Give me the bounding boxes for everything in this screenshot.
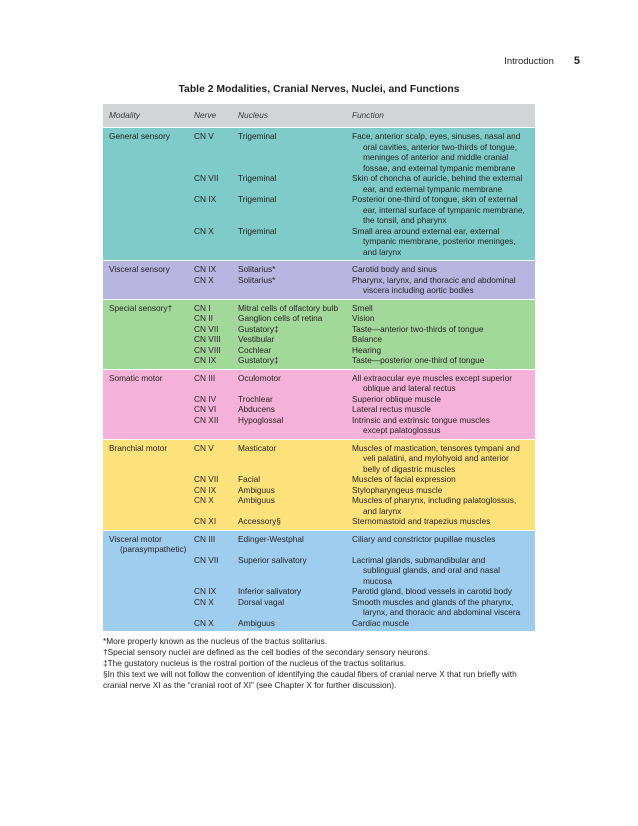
- table-caption: Table 2 Modalities, Cranial Nerves, Nuclei, and Functions: [178, 84, 460, 95]
- table-section: [103, 439, 535, 530]
- nerve-cell: CN VII: [194, 474, 219, 484]
- modality-label: Visceral motor: [109, 533, 162, 544]
- header-nerve: Nerve: [194, 110, 217, 121]
- nucleus-cell: Edinger-Westphal: [238, 533, 304, 544]
- function-continuation-line: mucosa: [363, 575, 393, 586]
- function-cell: [352, 373, 535, 394]
- modality-sublabel: (parasympathetic): [120, 544, 187, 554]
- function-cell: [352, 394, 535, 405]
- table-row: [103, 173, 535, 194]
- modality-cell: [103, 415, 194, 436]
- function-continuation-line: oblique and lateral rectus: [363, 383, 456, 393]
- nerve-cell: CN VIII: [194, 344, 221, 355]
- modality-label: General sensory: [109, 131, 170, 141]
- function-cell: [352, 303, 535, 314]
- function-cell: [352, 345, 535, 356]
- function-continuation-line: and larynx: [363, 505, 402, 516]
- nucleus-cell: Ambiguus: [238, 495, 275, 505]
- modality-cell: [103, 313, 194, 324]
- modality-cell: [103, 345, 194, 356]
- running-head: [504, 55, 580, 67]
- nucleus-cell: Trigeminal: [238, 173, 277, 183]
- table-body: [103, 127, 535, 631]
- modality-cell: [103, 586, 194, 597]
- table-section: [103, 530, 535, 632]
- function-cell: [352, 404, 535, 415]
- function-cell: [352, 226, 535, 258]
- table-row: [103, 355, 535, 366]
- modality-cell: [103, 355, 194, 366]
- function-line: Intrinsic and extrinsic tongue muscles: [352, 414, 490, 425]
- function-line: Muscles of pharynx, including palatoglossus,: [352, 495, 517, 505]
- function-cell: [352, 443, 535, 475]
- table-row: [103, 597, 535, 618]
- nerve-cell: CN II: [194, 313, 213, 323]
- table-row: [103, 394, 535, 405]
- function-cell: [352, 173, 535, 194]
- table-row: [103, 373, 535, 394]
- nucleus-cell: Ambiguus: [238, 484, 275, 495]
- nucleus-cell: Ambiguus: [238, 617, 275, 628]
- header-modality: Modality: [109, 110, 140, 121]
- function-continuation-line: sublingual glands, and oral and nasal: [363, 565, 500, 575]
- modality-cell: [103, 555, 194, 587]
- modality-cell: [103, 226, 194, 258]
- function-continuation-line: veli palatini, and mylohyoid and anterior: [363, 453, 509, 463]
- function-line: Smooth muscles and glands of the pharynx,: [352, 596, 514, 607]
- function-cell: [352, 485, 535, 496]
- function-cell: [352, 355, 535, 366]
- nucleus-cell: Trigeminal: [238, 225, 277, 236]
- nerve-cell: CN IX: [194, 194, 217, 204]
- modality-cell: [103, 275, 194, 296]
- table-row: [103, 131, 535, 173]
- table-row: [103, 516, 535, 527]
- function-continuation-line: the tonsil, and pharynx: [363, 215, 447, 225]
- table-row: [103, 415, 535, 436]
- table-row: [103, 555, 535, 587]
- function-continuation-line: larynx, and thoracic and abdominal viscera: [363, 607, 521, 617]
- function-line: Balance: [352, 334, 382, 344]
- table-row: [103, 313, 535, 324]
- function-line: Ciliary and constrictor pupillae muscles: [352, 533, 496, 544]
- function-cell: [352, 194, 535, 226]
- table-row: [103, 303, 535, 314]
- nucleus-cell: Trochlear: [238, 393, 273, 404]
- function-continuation-line: oral cavities, anterior two-thirds of tongue,: [363, 141, 518, 152]
- function-cell: [352, 516, 535, 527]
- nucleus-cell: Inferior salivatory: [238, 586, 302, 596]
- nucleus-cell: Ganglion cells of retina: [238, 313, 323, 323]
- nerve-cell: CN V: [194, 442, 214, 453]
- function-line: Carotid body and sinus: [352, 264, 437, 274]
- nerve-cell: CN XI: [194, 516, 217, 526]
- footnote: *More properly known as the nucleus of the tractus solitarius.: [103, 636, 328, 646]
- function-cell: [352, 334, 535, 345]
- table-row: [103, 334, 535, 345]
- table-row: [103, 474, 535, 485]
- table-row: [103, 226, 535, 258]
- modality-cell: [103, 173, 194, 194]
- modality-cell: [103, 474, 194, 485]
- function-line: Cardiac muscle: [352, 617, 410, 628]
- function-cell: [352, 415, 535, 436]
- modality-cell: [103, 404, 194, 415]
- table-row: [103, 264, 535, 275]
- table-row: [103, 586, 535, 597]
- nucleus-cell: Gustatory‡: [238, 323, 279, 334]
- nucleus-cell: Solitarius*: [238, 274, 276, 285]
- nerve-cell: CN VIII: [194, 334, 221, 344]
- nucleus-cell: Trigeminal: [238, 194, 277, 204]
- table-row: [103, 194, 535, 226]
- function-cell: [352, 534, 535, 555]
- function-cell: [352, 474, 535, 485]
- modality-cell: [103, 485, 194, 496]
- function-line: Skin of choncha of auricle, behind the external: [352, 173, 523, 183]
- modality-cell: [103, 303, 194, 314]
- footnote: ‡The gustatory nucleus is the rostral portion of the nucleus of the tractus solitarius.: [103, 657, 406, 668]
- table-section: [103, 127, 535, 260]
- function-line: All extraocular eye muscles except superior: [352, 372, 513, 383]
- function-continuation-line: ear, internal surface of tympanic membrane,: [363, 204, 525, 215]
- function-continuation-line: and larynx: [363, 246, 402, 257]
- nucleus-cell: Abducens: [238, 404, 275, 414]
- nucleus-cell: Mitral cells of olfactory bulb: [238, 302, 339, 313]
- footnote: †Special sensory nuclei are defined as the cell bodies of the secondary sensory neurons.: [103, 646, 431, 657]
- function-cell: [352, 555, 535, 587]
- function-cell: [352, 495, 535, 516]
- nerve-cell: CN VII: [194, 554, 219, 565]
- table-header-row: [103, 104, 535, 127]
- function-line: Muscles of mastication, tensores tympani and: [352, 442, 520, 453]
- nerve-cell: CN III: [194, 533, 216, 544]
- nerve-cell: CN X: [194, 495, 214, 505]
- nucleus-cell: Masticator: [238, 442, 277, 453]
- function-line: Pharynx, larynx, and thoracic and abdominal: [352, 274, 516, 285]
- function-line: Taste—anterior two-thirds of tongue: [352, 323, 484, 334]
- function-line: Superior oblique muscle: [352, 393, 442, 404]
- nucleus-cell: Oculomotor: [238, 372, 281, 383]
- nucleus-cell: Trigeminal: [238, 131, 277, 141]
- modality-cell: [103, 516, 194, 527]
- function-continuation-line: viscera including aortic bodies: [363, 285, 474, 295]
- modality-label: Visceral sensory: [109, 264, 170, 274]
- modality-label: Branchial motor: [109, 442, 168, 453]
- nerve-cell: CN VII: [194, 323, 219, 334]
- nucleus-cell: Cochlear: [238, 344, 272, 355]
- modality-cell: [103, 264, 194, 275]
- nucleus-cell: Accessory§: [238, 516, 281, 526]
- nerve-cell: CN X: [194, 274, 214, 285]
- nerve-cell: CN XII: [194, 414, 219, 425]
- function-line: Face, anterior scalp, eyes, sinuses, nasal and: [352, 131, 521, 141]
- function-continuation-line: belly of digastric muscles: [363, 463, 456, 474]
- nerve-cell: CN X: [194, 617, 214, 628]
- modality-cell: [103, 373, 194, 394]
- function-continuation-line: meninges of anterior and middle cranial: [363, 152, 509, 162]
- footnotes: [103, 636, 543, 691]
- page-number: 5: [573, 55, 580, 67]
- nerve-cell: CN X: [194, 596, 214, 607]
- function-cell: [352, 618, 535, 629]
- modality-cell: [103, 443, 194, 475]
- footnote: §In this text we will not follow the convention of identifying the caudal fibers of cranial nerve X that run briefly with: [103, 668, 517, 679]
- table-section: [103, 299, 535, 369]
- nucleus-cell: Superior salivatory: [238, 554, 307, 565]
- modality-cell: [103, 495, 194, 516]
- table-row: [103, 345, 535, 356]
- table-row: [103, 534, 535, 555]
- function-cell: [352, 597, 535, 618]
- function-cell: [352, 275, 535, 296]
- table-row: [103, 324, 535, 335]
- nerve-cell: CN IX: [194, 264, 217, 274]
- nucleus-cell: Solitarius*: [238, 264, 276, 274]
- function-cell: [352, 324, 535, 335]
- nucleus-cell: Dorsal vagal: [238, 596, 285, 607]
- data-table: [103, 104, 535, 631]
- nerve-cell: CN IV: [194, 393, 217, 404]
- nucleus-cell: Hypoglossal: [238, 414, 284, 425]
- nerve-cell: CN I: [194, 302, 211, 313]
- function-line: Small area around external ear, external: [352, 225, 500, 236]
- running-head-title: Introduction: [504, 56, 554, 67]
- function-cell: [352, 264, 535, 275]
- modality-cell: [103, 534, 194, 555]
- header-nucleus: Nucleus: [238, 110, 268, 121]
- function-line: Sternomastoid and trapezius muscles: [352, 516, 491, 526]
- nucleus-cell: Facial: [238, 474, 261, 484]
- function-line: Lateral rectus muscle: [352, 404, 431, 414]
- function-continuation-line: fossae, and external tympanic membrane: [363, 162, 516, 173]
- header-function: Function: [352, 110, 384, 121]
- function-line: Posterior one-third of tongue, skin of external: [352, 194, 518, 204]
- function-line: Smell: [352, 302, 373, 313]
- modality-cell: [103, 618, 194, 629]
- table-row: [103, 618, 535, 629]
- function-line: Hearing: [352, 344, 382, 355]
- function-cell: [352, 586, 535, 597]
- function-continuation-line: ear, and external tympanic membrane: [363, 183, 503, 194]
- modality-cell: [103, 597, 194, 618]
- function-line: Taste—posterior one-third of tongue: [352, 355, 485, 365]
- nerve-cell: CN V: [194, 131, 214, 141]
- table-section: [103, 260, 535, 299]
- function-cell: [352, 131, 535, 173]
- table-row: [103, 443, 535, 475]
- nucleus-cell: Vestibular: [238, 334, 275, 344]
- nerve-cell: CN X: [194, 225, 214, 236]
- modality-cell: [103, 131, 194, 173]
- modality-label: Somatic motor: [109, 372, 163, 383]
- function-line: Stylopharyngeus muscle: [352, 484, 443, 495]
- table-row: [103, 495, 535, 516]
- modality-cell: [103, 394, 194, 405]
- function-continuation-line: tympanic membrane, posterior meninges,: [363, 236, 516, 246]
- function-line: Parotid gland, blood vessels in carotid body: [352, 586, 513, 596]
- nerve-cell: CN IX: [194, 586, 217, 596]
- footnote-continuation: cranial nerve XI as the “cranial root of XI” (see Chapter X for further discussion).: [103, 679, 397, 690]
- table-row: [103, 485, 535, 496]
- function-cell: [352, 313, 535, 324]
- table-row: [103, 275, 535, 296]
- modality-cell: [103, 334, 194, 345]
- function-line: Vision: [352, 313, 375, 323]
- modality-cell: [103, 194, 194, 226]
- function-line: Muscles of facial expression: [352, 474, 456, 484]
- nerve-cell: CN VII: [194, 173, 219, 183]
- function-line: Lacrimal glands, submandibular and: [352, 554, 486, 565]
- nerve-cell: CN IX: [194, 484, 217, 495]
- nerve-cell: CN VI: [194, 404, 217, 414]
- nerve-cell: CN III: [194, 372, 216, 383]
- function-continuation-line: except palatoglossus: [363, 425, 441, 435]
- table-section: [103, 369, 535, 439]
- modality-label: Special sensory†: [109, 302, 173, 313]
- nucleus-cell: Gustatory‡: [238, 355, 279, 365]
- table-row: [103, 404, 535, 415]
- nerve-cell: CN IX: [194, 355, 217, 365]
- modality-cell: [103, 324, 194, 335]
